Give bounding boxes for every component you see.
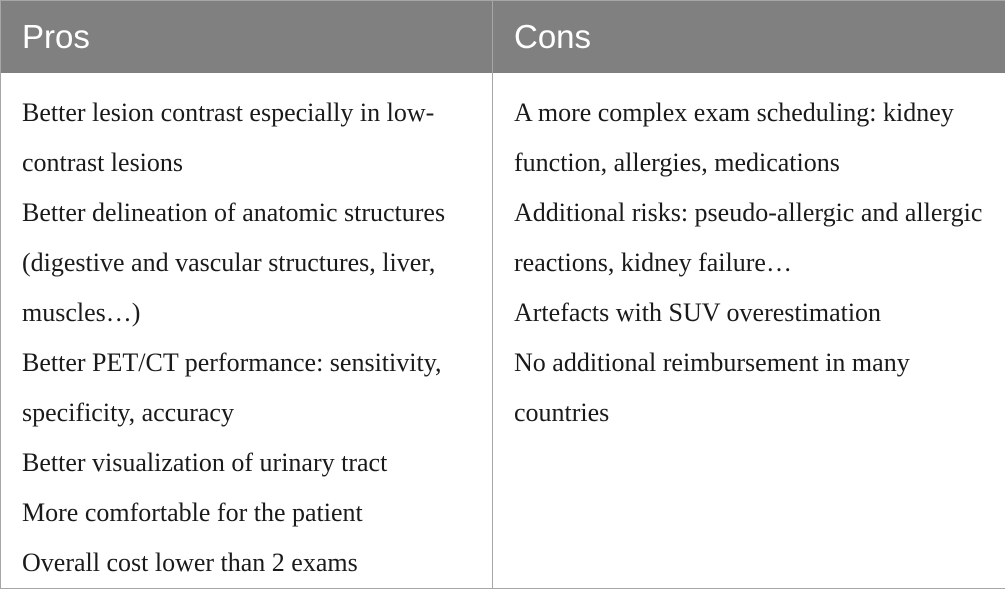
cons-list — [514, 88, 1005, 438]
cons-header: Cons — [493, 1, 1005, 73]
cons-item: Additional risks: pseudo-allergic and allergic reactions, kidney failure… — [514, 197, 983, 277]
cons-item: No additional reimbursement in many countries — [514, 347, 910, 427]
pros-item: More comfortable for the patient — [22, 497, 363, 527]
pros-item: Better PET/CT performance: sensitivity, specificity, accuracy — [22, 347, 442, 427]
pros-list — [22, 88, 492, 588]
pros-item: Better delineation of anatomic structures (digestive and vascular structures, liver, muscles…) — [22, 197, 446, 327]
cons-cell — [493, 73, 1005, 589]
pros-item: Better visualization of urinary tract — [22, 447, 388, 477]
pros-item: Overall cost lower than 2 exams — [22, 547, 358, 577]
header-row — [1, 1, 1005, 73]
cons-item: A more complex exam scheduling: kidney function, allergies, medications — [514, 97, 954, 177]
body-row — [1, 73, 1005, 589]
pros-item: Better lesion contrast especially in low-contrast lesions — [22, 97, 435, 177]
cons-item: Artefacts with SUV overestimation — [514, 297, 882, 327]
pros-cell — [1, 73, 493, 589]
pros-header: Pros — [1, 1, 493, 73]
